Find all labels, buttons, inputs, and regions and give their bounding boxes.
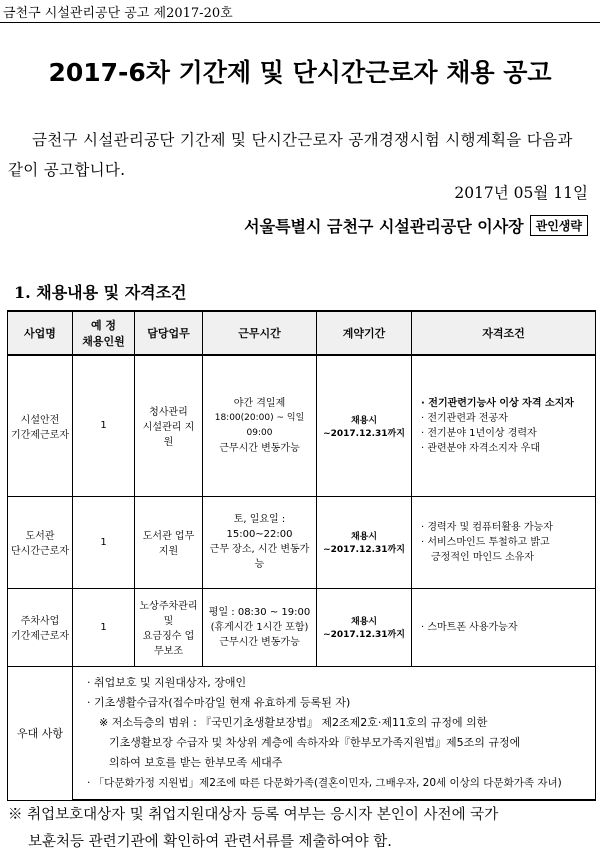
preference-row xyxy=(8,666,596,800)
header-contract: 계약기간 xyxy=(317,311,412,355)
preference-label: 우대 사항 xyxy=(8,666,73,800)
section-heading: 1. 채용내용 및 자격조건 xyxy=(14,283,187,302)
conditions-list xyxy=(415,520,592,565)
duty-line2: 시설관리 지원 xyxy=(142,422,195,449)
business-line1: 도서관 xyxy=(25,531,55,542)
hours-line2: (휴게시간 1시간 포함) xyxy=(210,621,309,633)
row-count: 1 xyxy=(73,355,135,496)
duty-line1: 청사관리 xyxy=(149,407,188,419)
header-count-line2: 채용인원 xyxy=(82,335,125,348)
header-duty: 담당업무 xyxy=(135,311,203,355)
header-count xyxy=(73,311,135,355)
hours-line3: 근무시간 변동가능 xyxy=(219,636,300,648)
hours-line1: 평일 : 08:30 ~ 19:00 xyxy=(208,606,311,618)
hours-line1: 야간 격일제 xyxy=(233,397,286,409)
duty-line2: 요금징수 업무보조 xyxy=(142,631,195,657)
row-hours xyxy=(203,588,317,666)
table-row xyxy=(8,588,596,666)
row-hours xyxy=(203,496,317,588)
preference-line: ※ 저소득층의 범위 : 『국민기초생활보장법』 제2조제2호·제11호의 규정에 의한 xyxy=(99,715,488,729)
condition-item: 긍정적인 마인드 소유자 xyxy=(431,551,534,563)
footnote xyxy=(8,802,594,856)
preference-line: 의하여 보호를 받는 한부모족 세대주 xyxy=(109,755,283,769)
hours-line1: 토, 일요일 : 15:00~22:00 xyxy=(226,514,293,540)
row-business xyxy=(8,496,73,588)
row-contract: 채용시~2017.12.31까지 xyxy=(317,355,412,496)
condition-item: · 전기분야 1년이상 경력자 xyxy=(421,427,537,439)
table-row xyxy=(8,355,596,496)
announcement-date: 2017년 05월 11일 xyxy=(454,184,588,202)
header-hours: 근무시간 xyxy=(203,311,317,355)
table-header-row xyxy=(8,311,596,355)
row-business xyxy=(8,355,73,496)
business-line2: 기간제근로자 xyxy=(11,429,69,441)
hours-line3: 근무시간 변동가능 xyxy=(219,442,300,454)
preference-line: · 취업보호 및 지원대상자, 장애인 xyxy=(87,675,247,689)
preference-line: · 기초생활수급자(접수마감일 현재 유효하게 등록된 자) xyxy=(87,695,351,709)
condition-item: · 전기관련기능사 이상 자격 소지자 xyxy=(421,397,574,409)
row-contract: 채용시~2017.12.31까지 xyxy=(317,588,412,666)
hours-line2: 18:00(20:00) ~ 익일 09:00 xyxy=(214,412,305,438)
condition-item: · 전기관련과 전공자 xyxy=(421,412,508,424)
signer-block xyxy=(244,214,588,237)
condition-item: · 관련분야 자격소지자 우대 xyxy=(421,442,540,454)
row-business xyxy=(8,588,73,666)
preference-line: 기초생활보장 수급자 및 차상위 계층에 속하자와『한부모가족지원법』제5조의 규정에 xyxy=(109,735,521,749)
row-conditions xyxy=(412,496,596,588)
condition-item: · 경력자 및 컴퓨터활용 가능자 xyxy=(421,521,553,533)
row-contract: 채용시~2017.12.31까지 xyxy=(317,496,412,588)
condition-item: · 스마트폰 사용가능자 xyxy=(421,621,518,633)
table-row xyxy=(8,496,596,588)
preference-content xyxy=(73,666,596,800)
condition-item: · 서비스마인드 투철하고 밝고 xyxy=(421,536,550,548)
conditions-list xyxy=(415,396,592,456)
row-duty xyxy=(135,496,203,588)
row-count: 1 xyxy=(73,588,135,666)
row-duty xyxy=(135,355,203,496)
business-line2: 단시간근로자 xyxy=(11,546,69,557)
conditions-list xyxy=(415,620,592,635)
signer-name: 서울특별시 금천구 시설관리공단 이사장 xyxy=(244,217,524,236)
row-duty xyxy=(135,588,203,666)
business-line1: 주차사업 xyxy=(20,616,60,627)
official-seal: 관인생략 xyxy=(530,215,588,236)
preference-line: · 「다문화가정 지원법」제2조에 따른 다문화가족(결혼이민자, 그배우자, 20세 이상의 다문화가족 자녀) xyxy=(87,776,562,789)
document-reference: 금천구 시설관리공단 공고 제2017-20호 xyxy=(3,6,233,21)
footnote-line2: 보훈처등 관련기관에 확인하여 관련서류를 제출하여야 함. xyxy=(28,834,392,850)
hours-line2: 근무 장소, 시간 변동가능 xyxy=(209,544,310,570)
duty-line1: 노상주차관리 및 xyxy=(139,601,198,627)
intro-paragraph: 금천구 시설관리공단 기간제 및 단시간근로자 공개경쟁시험 시행계획을 다음과 같이 공고합니다. xyxy=(8,131,573,179)
row-conditions xyxy=(412,355,596,496)
business-line1: 시설안전 xyxy=(20,414,60,426)
header-business: 사업명 xyxy=(8,311,73,355)
row-count: 1 xyxy=(73,496,135,588)
footnote-line1: ※ 취업보호대상자 및 취업지원대상자 등록 여부는 응시자 본인이 사전에 국가 xyxy=(8,807,499,823)
row-conditions xyxy=(412,588,596,666)
business-line2: 기간제근로자 xyxy=(11,631,69,642)
page-title: 2017-6차 기간제 및 단시간근로자 채용 공고 xyxy=(48,58,552,87)
header-divider xyxy=(0,22,600,23)
header-count-line1: 예 정 xyxy=(90,319,117,332)
row-hours xyxy=(203,355,317,496)
recruitment-table xyxy=(7,310,596,801)
duty-line1: 도서관 업무 지원 xyxy=(142,531,195,557)
header-qualification: 자격조건 xyxy=(412,311,596,355)
